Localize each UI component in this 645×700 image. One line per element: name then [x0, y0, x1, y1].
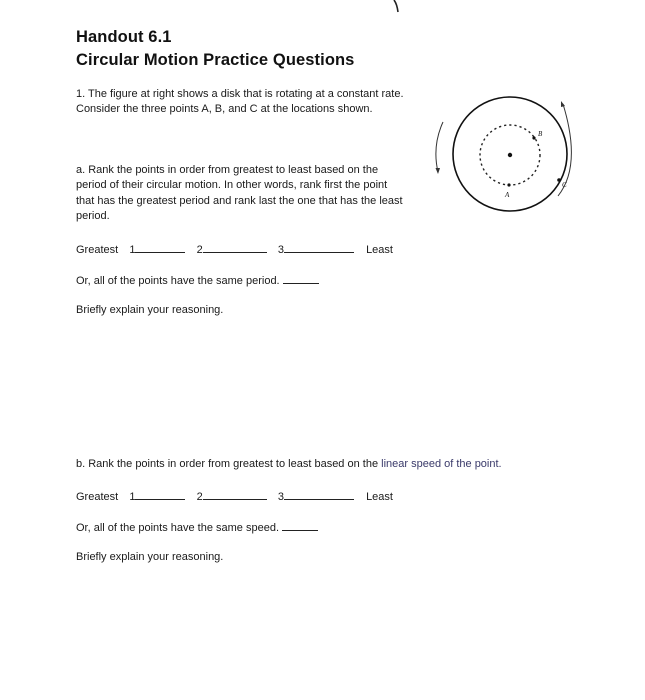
part-b-prompt-highlight: linear speed of the point.	[381, 458, 502, 470]
part-b-same-blank[interactable]	[282, 520, 318, 531]
part-b-least-label: Least	[366, 491, 393, 503]
label-c: C	[562, 181, 567, 189]
part-a-greatest-label: Greatest	[76, 244, 119, 256]
part-a-line1: a. Rank the points in order from greatest to least based on the	[76, 164, 379, 176]
part-a-same-blank[interactable]	[283, 273, 319, 284]
part-b-prompt-start: b. Rank the points in order from greatest to least based on the	[76, 458, 382, 470]
part-a-rank1-blank[interactable]	[135, 242, 185, 253]
handout-number: Handout 6.1	[76, 28, 172, 46]
top-arc-fragment	[388, 0, 408, 14]
label-a: A	[505, 191, 510, 199]
question1-intro	[76, 87, 436, 118]
center-dot	[508, 153, 512, 157]
part-a-rank3-blank[interactable]	[284, 242, 354, 253]
part-a-explain: Briefly explain your reasoning.	[76, 304, 224, 316]
part-a-line3: that has the greatest period and rank last the one that has the least	[76, 194, 403, 207]
part-b-rank2-label: 2	[196, 491, 203, 503]
point-c-dot	[557, 178, 561, 182]
part-b-rank3-blank[interactable]	[284, 489, 354, 500]
part-a-prompt	[76, 163, 436, 225]
part-a-same-row	[76, 273, 319, 287]
part-a-least-label: Least	[366, 244, 393, 256]
part-b-rank2-blank[interactable]	[203, 489, 267, 500]
page-title: Circular Motion Practice Questions	[76, 51, 355, 69]
part-b-same-text: Or, all of the points have the same speed.	[76, 522, 280, 534]
question1-intro-line2: Consider the three points A, B, and C at the locations shown.	[76, 103, 373, 116]
part-a-rank1-label: 1	[129, 244, 136, 256]
point-b-dot	[532, 136, 535, 139]
part-b-rank1-blank[interactable]	[135, 489, 185, 500]
label-b: B	[538, 130, 543, 138]
part-a-same-text: Or, all of the points have the same period.	[76, 275, 280, 287]
part-b-greatest-label: Greatest	[76, 491, 119, 503]
point-a-dot	[507, 183, 510, 186]
part-a-rank3-label: 3	[277, 244, 284, 256]
part-b-ranking-row	[76, 489, 393, 503]
question1-intro-line1: 1. The figure at right shows a disk that is rotating at a constant rate.	[76, 88, 404, 100]
part-a-rank2-label: 2	[196, 244, 203, 256]
part-b-same-row	[76, 520, 318, 534]
part-b-prompt	[76, 458, 502, 470]
part-b-explain: Briefly explain your reasoning.	[76, 551, 224, 563]
part-b-rank3-label: 3	[277, 491, 284, 503]
left-arrowhead	[436, 168, 441, 174]
part-b-rank1-label: 1	[129, 491, 136, 503]
part-a-line2: period of their circular motion. In other words, rank first the point	[76, 179, 388, 192]
disk-figure	[430, 94, 590, 224]
part-a-rank2-blank[interactable]	[203, 242, 267, 253]
left-rotation-arrow	[436, 122, 443, 172]
right-arrowhead	[561, 101, 565, 107]
part-a-ranking-row	[76, 242, 393, 256]
part-a-line4: period.	[76, 210, 110, 223]
